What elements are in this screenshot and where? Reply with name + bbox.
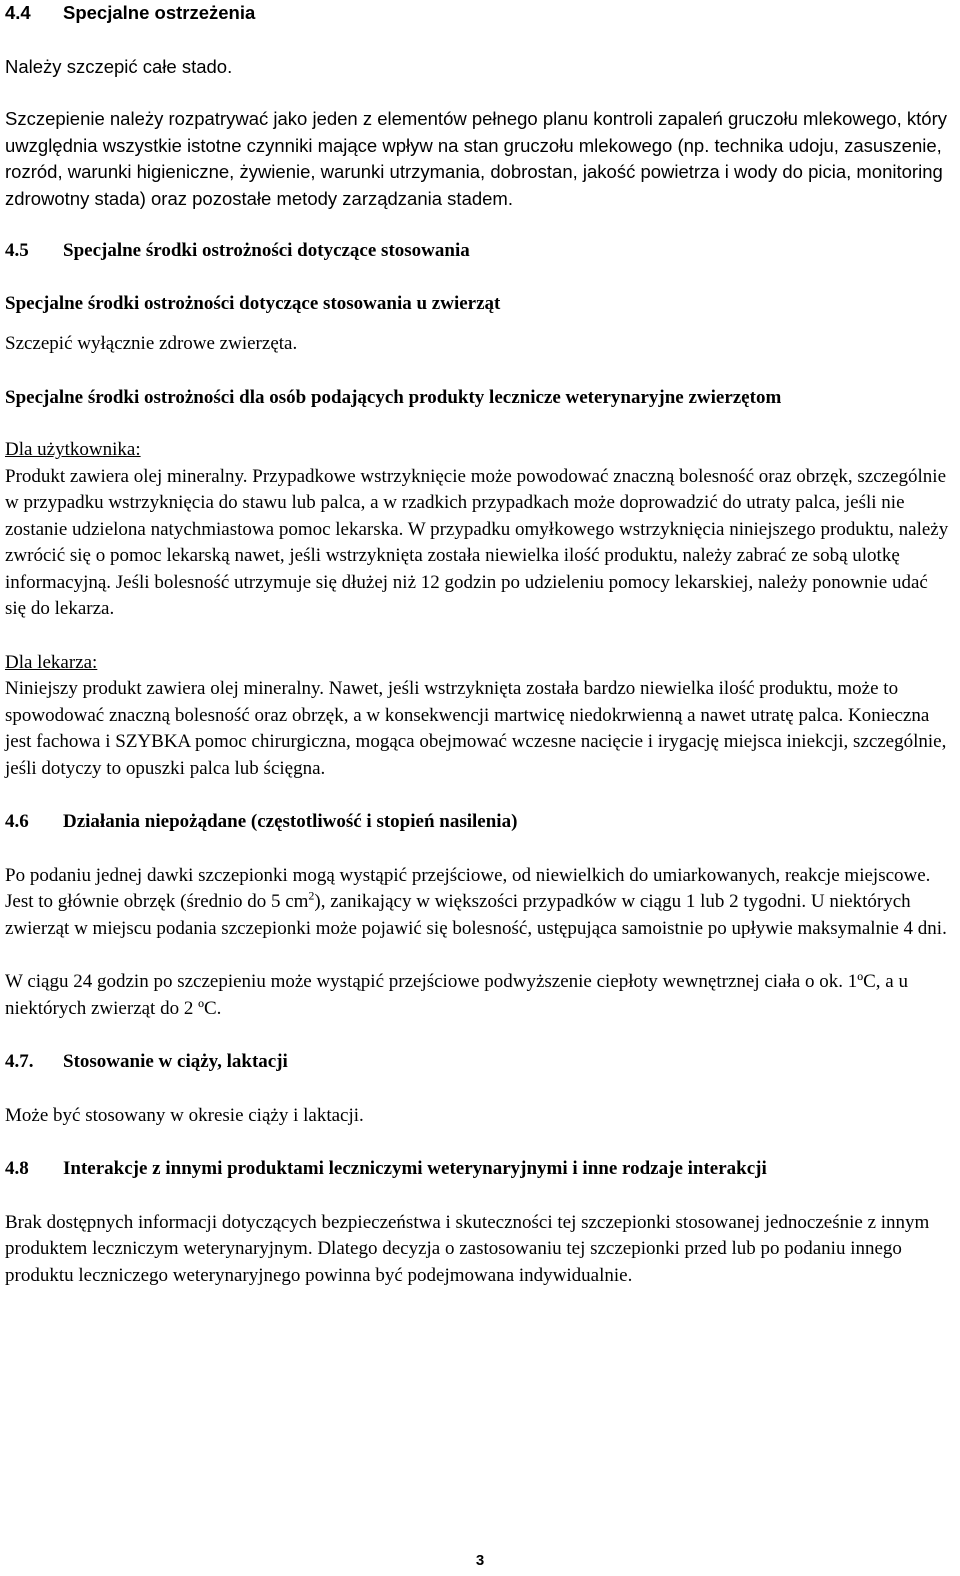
section-heading-4-5	[5, 238, 950, 265]
paragraph	[5, 863, 950, 943]
section-title: Specjalne ostrzeżenia	[63, 2, 256, 23]
section-number: 4.4	[5, 2, 31, 23]
label-user: Dla użytkownika:	[5, 439, 141, 460]
section-number: 4.8	[5, 1158, 29, 1179]
section-number: 4.5	[5, 240, 29, 261]
paragraph: Może być stosowany w okresie ciąży i laktacji.	[5, 1104, 364, 1126]
section-title: Działania niepożądane (częstotliwość i stopień nasilenia)	[63, 811, 518, 832]
section-title: Specjalne środki ostrożności dotyczące stosowania	[63, 240, 470, 261]
subheading-persons: Specjalne środki ostrożności dla osób podających produkty lecznicze weterynaryjne zwierzętom	[5, 386, 782, 408]
paragraph: Produkt zawiera olej mineralny. Przypadkowe wstrzyknięcie może powodować znaczną bolesność oraz obrzęk, szczególnie w przypadku wstrzyknięcia do stawu lub palca, a w rzadkich przypadkach może doprowadzić do utraty palca, jeśli nie zostanie udzielona natychmiastowa pomoc lekarska. W przypadku omyłkowego wstrzyknięcia niniejszego produktu, należy zwrócić się o pomoc lekarską nawet, jeśli wstrzyknięta została niewielka ilość produktu, należy zabrać ze sobą ulotkę informacyjną. Jeśli bolesność utrzymuje się dłużej niż 12 godzin po udzieleniu pomocy lekarskiej, należy ponownie udać się do lekarza.	[5, 465, 949, 619]
paragraph: Należy szczepić całe stado.	[5, 55, 233, 77]
text-run: Po podaniu jednej dawki szczepionki mogą wystąpić przejściowe, od niewielkich do umiarkowanych, reakcje miejscowe. Jest to głównie obrzęk (średnio do 5 cm	[5, 864, 931, 912]
document-page	[5, 0, 950, 1289]
section-heading-4-6	[5, 809, 950, 836]
section-number: 4.6	[5, 811, 29, 832]
text-run: ), zanikający w większości przypadków w ciągu 1 lub 2 tygodni. U niektórych zwierząt w miejscu podania szczepionki może pojawić się bolesność, ustępująca samoistnie po upływie maksymalnie 4 dni.	[5, 891, 947, 939]
section-heading-4-8	[5, 1156, 950, 1183]
section-title: Stosowanie w ciąży, laktacji	[63, 1051, 288, 1072]
paragraph: Szczepienie należy rozpatrywać jako jeden z elementów pełnego planu kontroli zapaleń gruczołu mlekowego, który uwzględnia wszystkie istotne czynniki mające wpływ na stan gruczołu mlekowego (np. technika udoju, zasuszenie, rozród, warunki higieniczne, żywienie, warunki utrzymania, dobrostan, jakość powietrza i wody do picia, monitoring zdrowotny stada) oraz pozostałe metody zarządzania stadem.	[5, 108, 947, 209]
section-heading-4-4	[5, 0, 950, 27]
section-title: Interakcje z innymi produktami leczniczymi weterynaryjnymi i inne rodzaje interakcji	[63, 1158, 767, 1179]
paragraph: W ciągu 24 godzin po szczepieniu może wystąpić przejściowe podwyższenie ciepłoty wewnętrznej ciała o ok. 1ºC, a u niektórych zwierząt do 2 ºC.	[5, 971, 908, 1019]
page-number: 3	[475, 1552, 485, 1569]
section-heading-4-7	[5, 1049, 950, 1076]
paragraph: Szczepić wyłącznie zdrowe zwierzęta.	[5, 333, 298, 354]
label-doctor: Dla lekarza:	[5, 651, 98, 673]
paragraph: Niniejszy produkt zawiera olej mineralny. Nawet, jeśli wstrzyknięta została bardzo niewielka ilość produktu, może to spowodować znaczną bolesność oraz obrzęk, a w konsekwencji martwicę niedokrwienną a nawet utratę palca. Konieczna jest fachowa i SZYBKA pomoc chirurgiczna, mogąca obejmować wczesne nacięcie i irygację miejsca iniekcji, szczególnie, jeśli dotyczy to opuszki palca lub ścięgna.	[5, 678, 947, 779]
paragraph: Brak dostępnych informacji dotyczących bezpieczeństwa i skuteczności tej szczepionki stosowanej jednocześnie z innym produktem leczniczym weterynaryjnym. Dlatego decyzja o zastosowaniu tej szczepionki przed lub po podaniu innego produktu leczniczego weterynaryjnego powinna być podejmowana indywidualnie.	[5, 1211, 930, 1286]
superscript: 2	[308, 888, 315, 903]
subheading-animals: Specjalne środki ostrożności dotyczące stosowania u zwierząt	[5, 292, 501, 314]
section-number: 4.7.	[5, 1051, 34, 1072]
